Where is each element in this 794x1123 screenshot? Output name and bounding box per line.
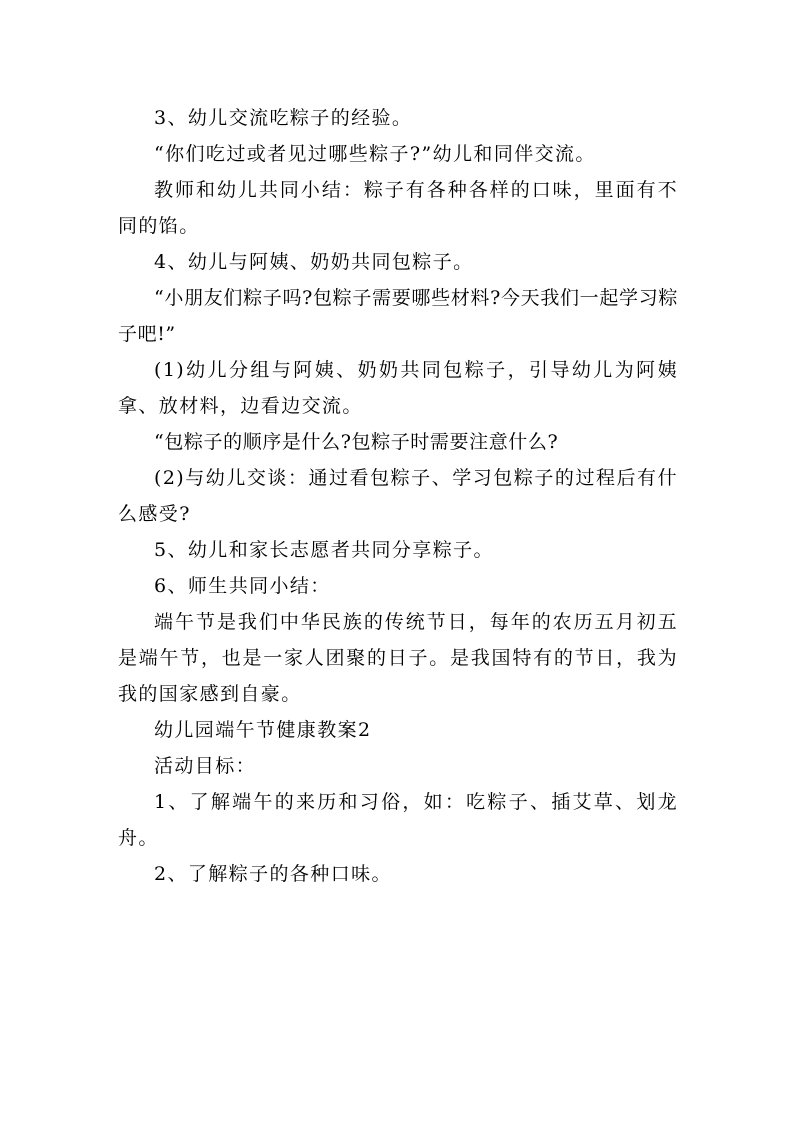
paragraph-substep-1: (1)幼儿分组与阿姨、奶奶共同包粽子，引导幼儿为阿姨拿、放材料，边看边交流。 (118, 359, 678, 417)
paragraph-substep-2: (2)与幼儿交谈：通过看包粽子、学习包粽子的过程后有什么感受? (118, 467, 678, 525)
section-heading-lesson-2: 幼儿园端午节健康教案2 (154, 719, 372, 741)
paragraph-goal-2: 2、了解粽子的各种口味。 (154, 863, 392, 885)
paragraph-question-zongzi: “你们吃过或者见过哪些粽子?”幼儿和同伴交流。 (154, 143, 596, 165)
paragraph-step-5: 5、幼儿和家长志愿者共同分享粽子。 (154, 539, 494, 561)
paragraph-goal-1: 1、了解端午的来历和习俗，如：吃粽子、插艾草、划龙舟。 (118, 791, 678, 849)
paragraph-step-3: 3、幼儿交流吃粽子的经验。 (154, 107, 413, 129)
paragraph-question-materials: “小朋友们粽子吗?包粽子需要哪些材料?今天我们一起学习粽子吧!” (118, 287, 678, 345)
paragraph-question-order: “包粽子的顺序是什么?包粽子时需要注意什么? (154, 431, 559, 453)
document-body (118, 100, 678, 892)
paragraph-summary-flavors: 教师和幼儿共同小结：粽子有各种各样的口味，里面有不同的馅。 (118, 179, 678, 237)
section-heading-goals: 活动目标： (154, 755, 257, 777)
paragraph-step-4: 4、幼儿与阿姨、奶奶共同包粽子。 (154, 251, 474, 273)
paragraph-festival-summary: 端午节是我们中华民族的传统节日，每年的农历五月初五是端午节，也是一家人团聚的日子。是我国特有的节日，我为我的国家感到自豪。 (118, 611, 678, 705)
paragraph-step-6: 6、师生共同小结： (154, 575, 331, 597)
